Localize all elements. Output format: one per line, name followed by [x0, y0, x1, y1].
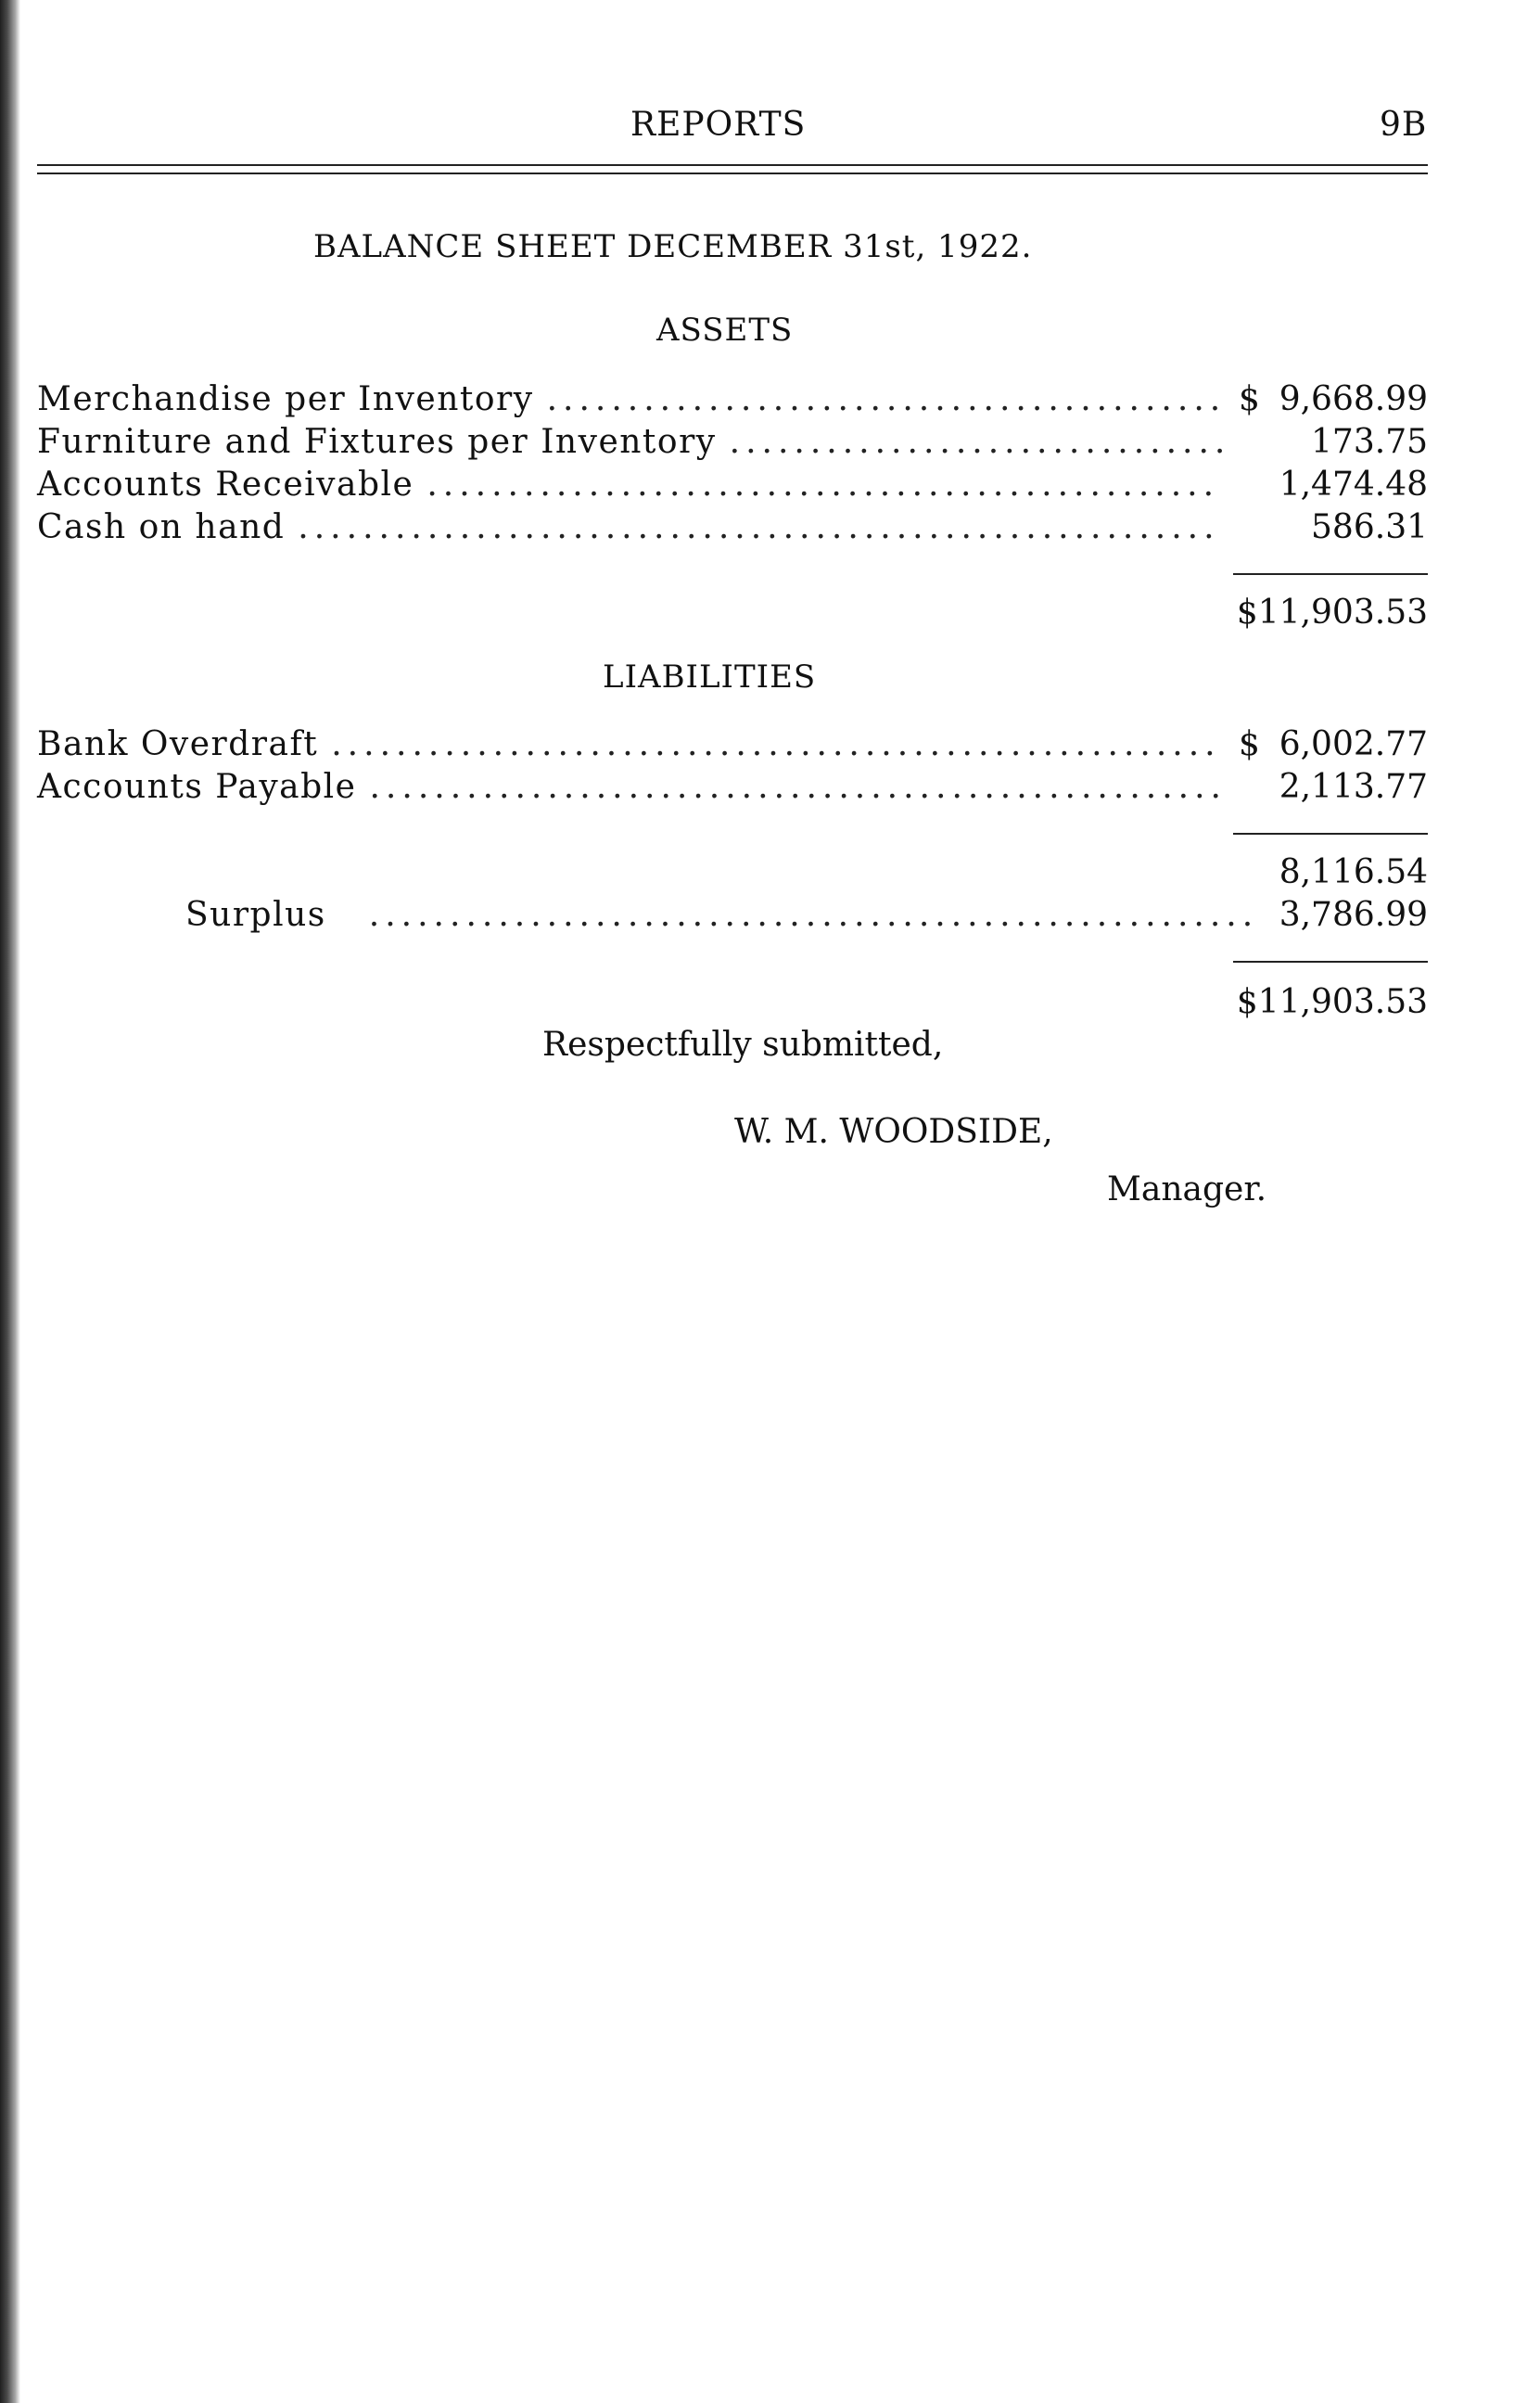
leader-dots	[547, 380, 1222, 418]
liability-amount: 6,002.77	[1279, 725, 1428, 763]
header-rule-bottom	[37, 173, 1428, 174]
liability-row-payable	[37, 768, 1428, 811]
liability-amount: 2,113.77	[1279, 768, 1428, 806]
asset-row-cash	[37, 508, 1428, 551]
asset-label: Accounts Receivable	[37, 466, 414, 504]
asset-row-receivable	[37, 466, 1428, 508]
asset-label: Cash on hand	[37, 508, 286, 546]
closing-text: Respectfully submitted,	[542, 1026, 944, 1064]
liability-label: Bank Overdraft	[37, 725, 319, 763]
leader-dots	[369, 896, 1254, 934]
surplus-label: Surplus	[185, 896, 326, 934]
asset-row-merchandise	[37, 380, 1428, 423]
signatory-name: W. M. WOODSIDE,	[734, 1113, 1053, 1151]
liability-row-overdraft	[37, 725, 1428, 768]
asset-label: Merchandise per Inventory	[37, 380, 534, 418]
asset-amount: 9,668.99	[1279, 380, 1428, 418]
signatory-title: Manager.	[1107, 1170, 1267, 1208]
currency-sign: $	[1239, 380, 1260, 418]
running-header-title: REPORTS	[630, 106, 807, 144]
liabilities-subtotal: 8,116.54	[1279, 853, 1428, 891]
liabilities-total-rule	[1233, 961, 1428, 963]
liabilities-heading: LIABILITIES	[603, 658, 817, 696]
assets-total-rule	[1233, 573, 1428, 575]
asset-amount: 173.75	[1311, 423, 1428, 461]
balance-sheet-heading: BALANCE SHEET DECEMBER 31st, 1922.	[313, 228, 1033, 265]
assets-heading: ASSETS	[656, 312, 794, 349]
assets-total: $11,903.53	[1236, 594, 1428, 632]
surplus-amount: 3,786.99	[1279, 896, 1428, 934]
asset-label: Furniture and Fixtures per Inventory	[37, 423, 717, 461]
leader-dots	[331, 725, 1222, 763]
liabilities-subtotal-rule	[1233, 833, 1428, 835]
asset-amount: 586.31	[1311, 508, 1428, 546]
leader-dots	[426, 466, 1222, 504]
asset-amount: 1,474.48	[1279, 466, 1428, 504]
liabilities-total: $11,903.53	[1236, 983, 1428, 1021]
leader-dots	[730, 423, 1222, 461]
liability-label: Accounts Payable	[37, 768, 357, 806]
page-number: 9B	[1380, 106, 1428, 144]
leader-dots	[369, 768, 1222, 806]
currency-sign: $	[1239, 725, 1260, 763]
surplus-row	[185, 896, 1428, 939]
header-rule-top	[37, 164, 1428, 166]
page-binding-shadow	[0, 0, 20, 2403]
leader-dots	[298, 508, 1222, 546]
asset-row-furniture	[37, 423, 1428, 466]
